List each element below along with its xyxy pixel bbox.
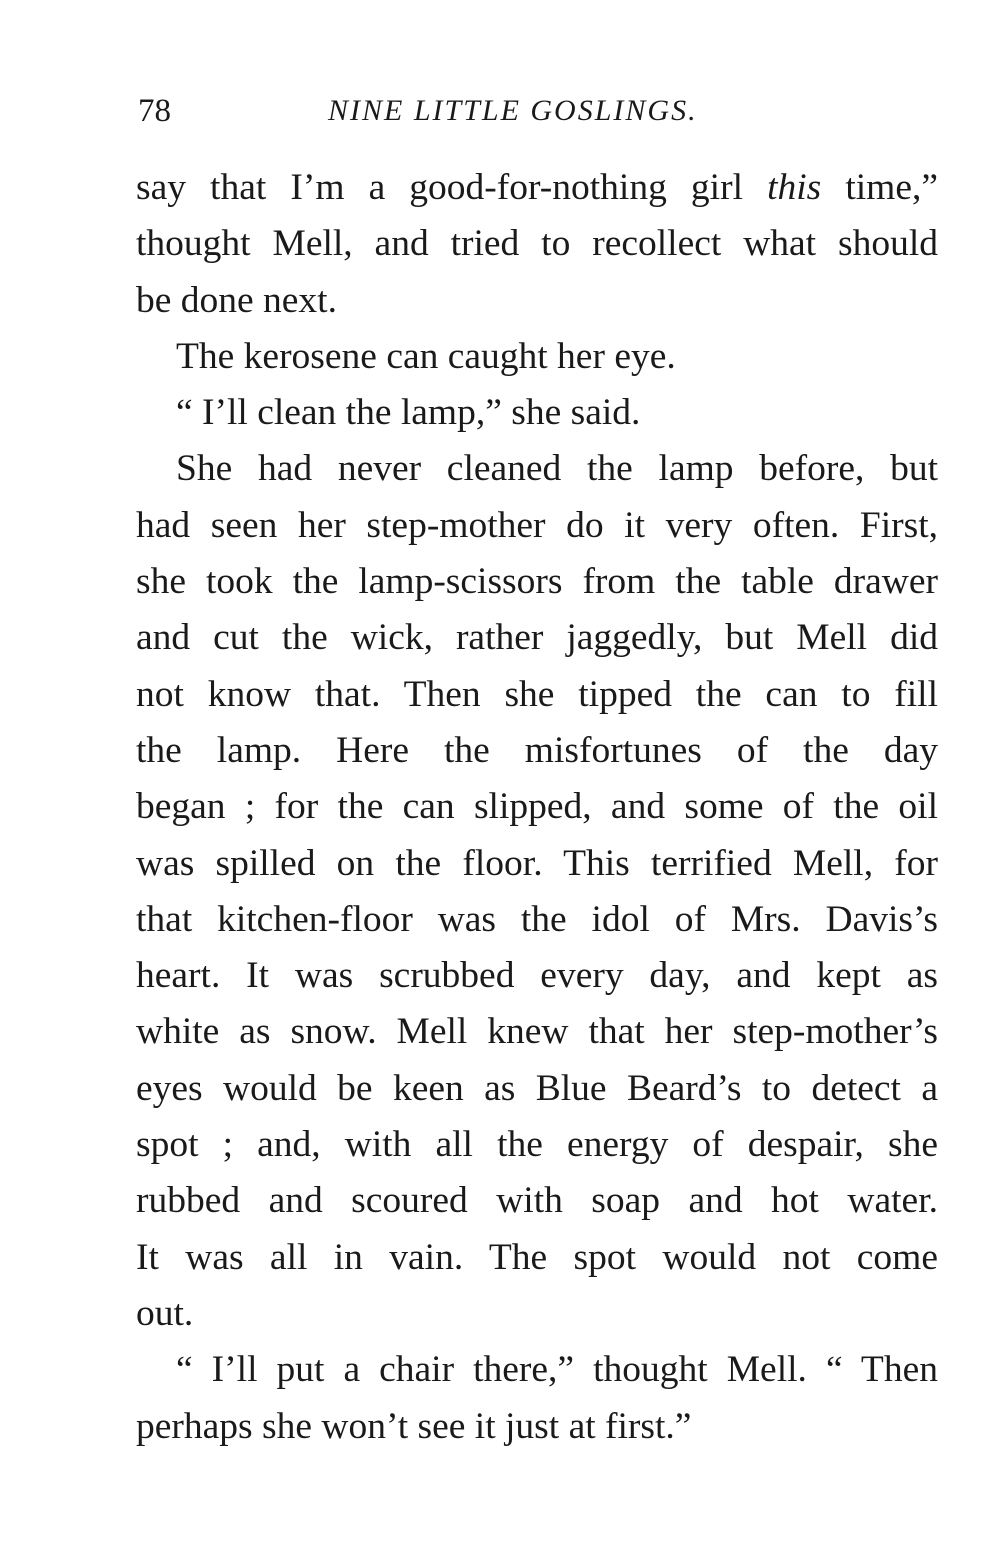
text-line: and cut the wick, rather jaggedly, but Mell did [136,617,938,659]
text-line: thought Mell, and tried to recollect what should [136,223,938,265]
text-line: heart. It was scrubbed every day, and kept as [136,955,938,997]
running-head [138,86,938,136]
text-line: “ I’ll clean the lamp,” she said. [176,392,641,434]
running-title: NINE LITTLE GOSLINGS. [328,94,698,127]
text-line: was spilled on the floor. This terrified Mell, for [136,842,938,884]
text-line: had seen her step-mother do it very often. First, [136,504,938,546]
text-line: It was all in vain. The spot would not come [136,1236,938,1278]
text-line: she took the lamp-scissors from the table drawer [136,561,938,603]
text-line: the lamp. Here the misfortunes of the day [136,729,938,771]
text-line: began ; for the can slipped, and some of the oil [136,786,938,828]
text-line: “ I’ll put a chair there,” thought Mell. “ Then [176,1349,938,1391]
page-number: 78 [138,93,171,129]
text-line: The kerosene can caught her eye. [176,335,676,377]
text-line: spot ; and, with all the energy of despair, she [136,1124,938,1166]
text-line: eyes would be keen as Blue Beard’s to detect a [136,1067,938,1109]
text-line: She had never cleaned the lamp before, but [176,448,938,490]
body-text [136,160,938,1455]
emphasis: this [767,167,822,208]
text-line: out. [136,1292,194,1334]
text-line: that kitchen-floor was the idol of Mrs. Davis’s [136,898,938,940]
text-line: say that I’m a good-for-nothing girl this time,” [136,167,939,208]
text-line: not know that. Then she tipped the can to fill [136,673,938,715]
text-line: rubbed and scoured with soap and hot water. [136,1180,938,1222]
text-line: white as snow. Mell knew that her step-mother’s [136,1011,938,1053]
text-line: be done next. [136,279,337,321]
text-line: perhaps she won’t see it just at first.” [136,1405,692,1447]
